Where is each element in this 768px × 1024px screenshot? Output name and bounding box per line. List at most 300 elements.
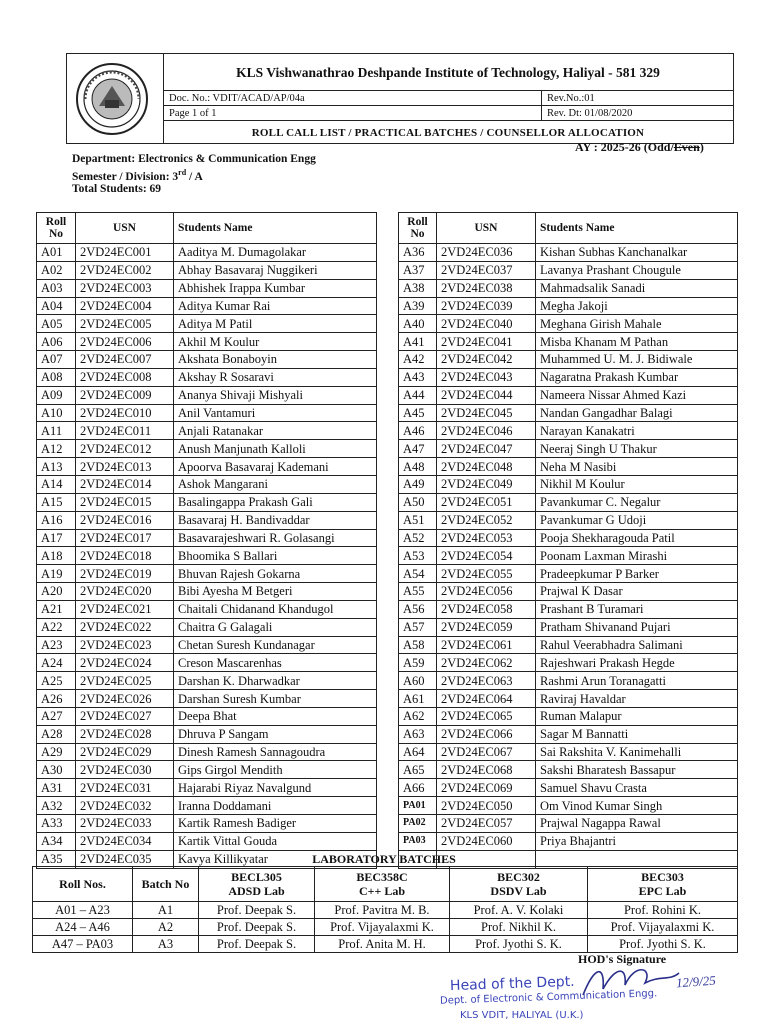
table-row: [399, 261, 738, 279]
student-name: Lavanya Prashant Chougule: [536, 261, 738, 279]
roll-number: A06: [37, 333, 76, 351]
usn: 2VD24EC042: [437, 351, 536, 369]
usn: 2VD24EC061: [437, 636, 536, 654]
roll-number: A66: [399, 779, 437, 797]
usn: 2VD24EC037: [437, 261, 536, 279]
usn: 2VD24EC047: [437, 440, 536, 458]
roll-number: A34: [37, 832, 76, 850]
lab-cell: Prof. Jyothi S. K.: [588, 936, 738, 953]
usn: 2VD24EC018: [76, 547, 174, 565]
lab-cell: A3: [133, 936, 199, 953]
lab-row: [33, 936, 738, 953]
table-row: [399, 636, 738, 654]
roll-number: A55: [399, 583, 437, 601]
student-name: Pavankumar C. Negalur: [536, 493, 738, 511]
student-name: Akshata Bonaboyin: [174, 351, 377, 369]
usn: 2VD24EC045: [437, 404, 536, 422]
usn: 2VD24EC066: [437, 725, 536, 743]
student-name: Neeraj Singh U Thakur: [536, 440, 738, 458]
usn: 2VD24EC021: [76, 600, 174, 618]
usn: 2VD24EC041: [437, 333, 536, 351]
usn: 2VD24EC016: [76, 511, 174, 529]
roll-number: A16: [37, 511, 76, 529]
lab-row: [33, 902, 738, 919]
student-name: Ruman Malapur: [536, 707, 738, 725]
student-name: Aaditya M. Dumagolakar: [174, 244, 377, 262]
usn-header: USN: [76, 213, 174, 244]
roll-number: A58: [399, 636, 437, 654]
table-row: [399, 761, 738, 779]
roll-no-header: Roll No: [399, 213, 437, 244]
student-name: Bhoomika S Ballari: [174, 547, 377, 565]
roll-number: A36: [399, 244, 437, 262]
lab-column-header: Roll Nos.: [33, 867, 133, 902]
student-name: Raviraj Havaldar: [536, 690, 738, 708]
roll-number: A05: [37, 315, 76, 333]
student-name: Sai Rakshita V. Kanimehalli: [536, 743, 738, 761]
usn: 2VD24EC049: [437, 475, 536, 493]
table-row: [37, 368, 377, 386]
student-name: Anush Manjunath Kalloli: [174, 440, 377, 458]
roll-number: A25: [37, 672, 76, 690]
student-name: Iranna Doddamani: [174, 797, 377, 815]
table-row: [399, 351, 738, 369]
usn: 2VD24EC067: [437, 743, 536, 761]
roll-number: A03: [37, 279, 76, 297]
table-row: [37, 600, 377, 618]
lab-column-header: BEC302 DSDV Lab: [450, 867, 588, 902]
table-row: [37, 725, 377, 743]
table-row: [399, 690, 738, 708]
roll-number: A46: [399, 422, 437, 440]
student-name: Poonam Laxman Mirashi: [536, 547, 738, 565]
table-header-row: [37, 213, 377, 244]
student-name: Narayan Kanakatri: [536, 422, 738, 440]
table-row: [37, 475, 377, 493]
usn: 2VD24EC053: [437, 529, 536, 547]
usn: 2VD24EC068: [437, 761, 536, 779]
roll-number: A01: [37, 244, 76, 262]
student-name: Chaitali Chidanand Khandugol: [174, 600, 377, 618]
usn: 2VD24EC034: [76, 832, 174, 850]
student-name: Mahmadsalik Sanadi: [536, 279, 738, 297]
student-name: Chetan Suresh Kundanagar: [174, 636, 377, 654]
student-name: Ananya Shivaji Mishyali: [174, 386, 377, 404]
table-row: [37, 672, 377, 690]
table-row: [399, 600, 738, 618]
student-name: Rahul Veerabhadra Salimani: [536, 636, 738, 654]
usn: 2VD24EC027: [76, 707, 174, 725]
student-name: Kartik Vittal Gouda: [174, 832, 377, 850]
table-row: [37, 279, 377, 297]
student-name: Akshay R Sosaravi: [174, 368, 377, 386]
student-name-header: Students Name: [536, 213, 738, 244]
roll-number: A52: [399, 529, 437, 547]
student-name: Gips Girgol Mendith: [174, 761, 377, 779]
student-name: Bibi Ayesha M Betgeri: [174, 583, 377, 601]
table-row: [399, 279, 738, 297]
roll-number: A62: [399, 707, 437, 725]
roll-number: A27: [37, 707, 76, 725]
student-name: Basavarajeshwari R. Golasangi: [174, 529, 377, 547]
roll-number: A39: [399, 297, 437, 315]
department: Department: Electronics & Communication Engg: [72, 153, 316, 165]
student-name: Om Vinod Kumar Singh: [536, 797, 738, 815]
roll-number: A07: [37, 351, 76, 369]
table-row: [37, 386, 377, 404]
roll-number: PA01: [399, 797, 437, 815]
page-number: Page 1 of 1: [169, 108, 217, 119]
table-row: [37, 422, 377, 440]
usn: 2VD24EC039: [437, 297, 536, 315]
lab-cell: Prof. Pavitra M. B.: [315, 902, 450, 919]
student-name: Sakshi Bharatesh Bassapur: [536, 761, 738, 779]
table-row: [37, 707, 377, 725]
table-row: [37, 779, 377, 797]
table-row: [399, 511, 738, 529]
usn: 2VD24EC014: [76, 475, 174, 493]
roll-number: A53: [399, 547, 437, 565]
usn: 2VD24EC011: [76, 422, 174, 440]
roll-number: A33: [37, 815, 76, 833]
roll-no-header: Roll No: [37, 213, 76, 244]
lab-cell: A47 – PA03: [33, 936, 133, 953]
student-name: Bhuvan Rajesh Gokarna: [174, 565, 377, 583]
student-name: Pooja Shekharagouda Patil: [536, 529, 738, 547]
table-row: [37, 743, 377, 761]
roll-number: A19: [37, 565, 76, 583]
table-row: [37, 583, 377, 601]
roll-number: A04: [37, 297, 76, 315]
semester-division: Semester / Division: 3rd / A: [72, 168, 203, 183]
table-row: [37, 832, 377, 850]
table-row: [37, 297, 377, 315]
student-name: Nandan Gangadhar Balagi: [536, 404, 738, 422]
usn: 2VD24EC035: [76, 850, 174, 868]
usn: 2VD24EC026: [76, 690, 174, 708]
roll-number: A09: [37, 386, 76, 404]
usn: 2VD24EC050: [437, 797, 536, 815]
roll-number: A40: [399, 315, 437, 333]
lab-cell: A1: [133, 902, 199, 919]
roll-number: A21: [37, 600, 76, 618]
signature-date: 12/9/25: [675, 972, 717, 991]
student-name: Creson Mascarenhas: [174, 654, 377, 672]
hod-stamp: Head of the Dept. Dept. of Electronic & Communication Engg. KLS VDIT, HALIYAL (U.K.): [439, 973, 658, 1021]
usn: 2VD24EC030: [76, 761, 174, 779]
table-row: [37, 440, 377, 458]
table-row: [37, 315, 377, 333]
lab-cell: A01 – A23: [33, 902, 133, 919]
lab-cell: Prof. Anita M. H.: [315, 936, 450, 953]
document-header: [66, 53, 734, 144]
usn: 2VD24EC003: [76, 279, 174, 297]
roll-number: A48: [399, 458, 437, 476]
usn: 2VD24EC012: [76, 440, 174, 458]
usn: 2VD24EC052: [437, 511, 536, 529]
student-name: Darshan Suresh Kumbar: [174, 690, 377, 708]
table-row: [399, 832, 738, 850]
student-name: Abhishek Irappa Kumbar: [174, 279, 377, 297]
student-name: Prajwal Nagappa Rawal: [536, 815, 738, 833]
usn: 2VD24EC010: [76, 404, 174, 422]
student-name: Sagar M Bannatti: [536, 725, 738, 743]
roll-number: A08: [37, 368, 76, 386]
hod-signature-label: HOD's Signature: [578, 952, 667, 966]
roll-number: A14: [37, 475, 76, 493]
lab-cell: Prof. A. V. Kolaki: [450, 902, 588, 919]
roll-number: A13: [37, 458, 76, 476]
table-row: [37, 654, 377, 672]
table-row: [399, 368, 738, 386]
student-name: Anjali Ratanakar: [174, 422, 377, 440]
student-name: Prashant B Turamari: [536, 600, 738, 618]
roll-number: A02: [37, 261, 76, 279]
student-name: Rajeshwari Prakash Hegde: [536, 654, 738, 672]
usn: 2VD24EC023: [76, 636, 174, 654]
roll-number: A65: [399, 761, 437, 779]
table-row: [399, 440, 738, 458]
usn: 2VD24EC029: [76, 743, 174, 761]
table-row: [399, 547, 738, 565]
usn: 2VD24EC064: [437, 690, 536, 708]
roll-number: A26: [37, 690, 76, 708]
table-row: [399, 725, 738, 743]
table-row: [399, 565, 738, 583]
college-logo-emblem: [75, 62, 149, 136]
student-name: Pradeepkumar P Barker: [536, 565, 738, 583]
student-name: Deepa Bhat: [174, 707, 377, 725]
table-row: [399, 458, 738, 476]
student-name: Basavaraj H. Bandivaddar: [174, 511, 377, 529]
student-name: Aditya Kumar Rai: [174, 297, 377, 315]
lab-cell: Prof. Deepak S.: [199, 936, 315, 953]
usn: 2VD24EC007: [76, 351, 174, 369]
student-name: Dhruva P Sangam: [174, 725, 377, 743]
table-row: [37, 458, 377, 476]
lab-cell: Prof. Deepak S.: [199, 919, 315, 936]
roll-number: A35: [37, 850, 76, 868]
student-name: Apoorva Basavaraj Kademani: [174, 458, 377, 476]
roll-number: A54: [399, 565, 437, 583]
student-name: Anil Vantamuri: [174, 404, 377, 422]
lab-column-header: BECL305 ADSD Lab: [199, 867, 315, 902]
lab-row: [33, 919, 738, 936]
student-name: Nikhil M Koulur: [536, 475, 738, 493]
usn-header: USN: [437, 213, 536, 244]
roll-number: A22: [37, 618, 76, 636]
usn: 2VD24EC048: [437, 458, 536, 476]
usn: 2VD24EC002: [76, 261, 174, 279]
roll-number: A38: [399, 279, 437, 297]
table-row: [37, 493, 377, 511]
roll-number: A64: [399, 743, 437, 761]
roll-number: A23: [37, 636, 76, 654]
student-name: Basalingappa Prakash Gali: [174, 493, 377, 511]
lab-cell: A2: [133, 919, 199, 936]
usn: 2VD24EC025: [76, 672, 174, 690]
lab-cell: A24 – A46: [33, 919, 133, 936]
student-name: Aditya M Patil: [174, 315, 377, 333]
table-row: [37, 636, 377, 654]
usn: 2VD24EC051: [437, 493, 536, 511]
roll-number: A47: [399, 440, 437, 458]
roll-number: A49: [399, 475, 437, 493]
table-row: [37, 815, 377, 833]
roll-number: A17: [37, 529, 76, 547]
roll-number: A24: [37, 654, 76, 672]
roll-number: A18: [37, 547, 76, 565]
lab-cell: Prof. Vijayalaxmi K.: [315, 919, 450, 936]
table-row: [399, 475, 738, 493]
student-name: Neha M Nasibi: [536, 458, 738, 476]
usn: 2VD24EC054: [437, 547, 536, 565]
usn: 2VD24EC032: [76, 797, 174, 815]
roll-number: PA02: [399, 815, 437, 833]
usn: 2VD24EC024: [76, 654, 174, 672]
institute-name: KLS Vishwanathrao Deshpande Institute of Technology, Haliyal - 581 329: [163, 54, 733, 91]
usn: 2VD24EC015: [76, 493, 174, 511]
student-name-header: Students Name: [174, 213, 377, 244]
usn: 2VD24EC001: [76, 244, 174, 262]
student-name: Chaitra G Galagali: [174, 618, 377, 636]
usn: 2VD24EC031: [76, 779, 174, 797]
table-row: [399, 386, 738, 404]
student-name: Kishan Subhas Kanchanalkar: [536, 244, 738, 262]
table-row: [399, 493, 738, 511]
student-name: Dinesh Ramesh Sannagoudra: [174, 743, 377, 761]
table-row: [399, 244, 738, 262]
table-row: [399, 583, 738, 601]
table-row: [37, 618, 377, 636]
lab-cell: Prof. Rohini K.: [588, 902, 738, 919]
roll-number: A29: [37, 743, 76, 761]
table-header-row: [399, 213, 738, 244]
usn: 2VD24EC019: [76, 565, 174, 583]
lab-header-row: [33, 867, 738, 902]
roll-number: A51: [399, 511, 437, 529]
roll-number: A57: [399, 618, 437, 636]
student-name: Akhil M Koulur: [174, 333, 377, 351]
roll-table-left: [36, 212, 377, 869]
usn: 2VD24EC033: [76, 815, 174, 833]
document-title: ROLL CALL LIST / PRACTICAL BATCHES / COUNSELLOR ALLOCATION: [251, 127, 645, 139]
student-name: Ashok Mangarani: [174, 475, 377, 493]
roll-table-right: [398, 212, 738, 869]
lab-cell: Prof. Deepak S.: [199, 902, 315, 919]
lab-cell: Prof. Nikhil K.: [450, 919, 588, 936]
table-row: [399, 529, 738, 547]
roll-number: A31: [37, 779, 76, 797]
usn: 2VD24EC013: [76, 458, 174, 476]
table-row: [399, 654, 738, 672]
usn: 2VD24EC056: [437, 583, 536, 601]
roll-number: A41: [399, 333, 437, 351]
usn: 2VD24EC065: [437, 707, 536, 725]
roll-number: A56: [399, 600, 437, 618]
usn: 2VD24EC009: [76, 386, 174, 404]
table-row: [37, 797, 377, 815]
student-name: Misba Khanam M Pathan: [536, 333, 738, 351]
lab-batches-title: LABORATORY BATCHES: [312, 852, 456, 866]
page-row: [163, 106, 733, 121]
table-row: [399, 707, 738, 725]
usn: 2VD24EC020: [76, 583, 174, 601]
table-row: [399, 672, 738, 690]
table-row: [399, 297, 738, 315]
usn: 2VD24EC028: [76, 725, 174, 743]
roll-number: A32: [37, 797, 76, 815]
student-name: Nagaratna Prakash Kumbar: [536, 368, 738, 386]
roll-number: A44: [399, 386, 437, 404]
usn: 2VD24EC038: [437, 279, 536, 297]
doc-number: Doc. No.: VDIT/ACAD/AP/04a: [169, 93, 305, 104]
doc-row: [163, 91, 733, 106]
revision-number: Rev.No.:01: [547, 93, 595, 104]
table-row: [399, 797, 738, 815]
lab-cell: Prof. Vijayalaxmi K.: [588, 919, 738, 936]
table-row: [399, 743, 738, 761]
usn: 2VD24EC059: [437, 618, 536, 636]
usn: 2VD24EC063: [437, 672, 536, 690]
table-row: [37, 333, 377, 351]
usn: 2VD24EC055: [437, 565, 536, 583]
lab-cell: Prof. Jyothi S. K.: [450, 936, 588, 953]
roll-number: PA03: [399, 832, 437, 850]
student-name: Muhammed U. M. J. Bidiwale: [536, 351, 738, 369]
table-row: [37, 690, 377, 708]
table-row: [37, 547, 377, 565]
student-name: Meghana Girish Mahale: [536, 315, 738, 333]
usn: 2VD24EC040: [437, 315, 536, 333]
roll-number: A42: [399, 351, 437, 369]
roll-number: A11: [37, 422, 76, 440]
roll-number: A61: [399, 690, 437, 708]
student-name: Prajwal K Dasar: [536, 583, 738, 601]
roll-number: A30: [37, 761, 76, 779]
lab-column-header: Batch No: [133, 867, 199, 902]
usn: 2VD24EC022: [76, 618, 174, 636]
usn: 2VD24EC069: [437, 779, 536, 797]
revision-date: Rev. Dt: 01/08/2020: [547, 108, 633, 119]
student-name: Priya Bhajantri: [536, 832, 738, 850]
usn: 2VD24EC046: [437, 422, 536, 440]
table-row: [399, 815, 738, 833]
table-row: [37, 565, 377, 583]
usn: 2VD24EC060: [437, 832, 536, 850]
usn: 2VD24EC036: [437, 244, 536, 262]
student-name: Kartik Ramesh Badiger: [174, 815, 377, 833]
student-name: Pavankumar G Udoji: [536, 511, 738, 529]
roll-number: A12: [37, 440, 76, 458]
table-row: [37, 511, 377, 529]
table-row: [37, 761, 377, 779]
table-row: [399, 333, 738, 351]
table-row: [399, 404, 738, 422]
usn: 2VD24EC004: [76, 297, 174, 315]
total-students: Total Students: 69: [72, 183, 162, 195]
roll-number: A15: [37, 493, 76, 511]
roll-number: A10: [37, 404, 76, 422]
table-row: [399, 618, 738, 636]
student-name: Abhay Basavaraj Nuggikeri: [174, 261, 377, 279]
student-name: Pratham Shivanand Pujari: [536, 618, 738, 636]
academic-year: AY : 2025-26 (Odd/Even): [575, 140, 704, 154]
usn: 2VD24EC058: [437, 600, 536, 618]
roll-number: A63: [399, 725, 437, 743]
usn: 2VD24EC006: [76, 333, 174, 351]
table-row: [399, 779, 738, 797]
